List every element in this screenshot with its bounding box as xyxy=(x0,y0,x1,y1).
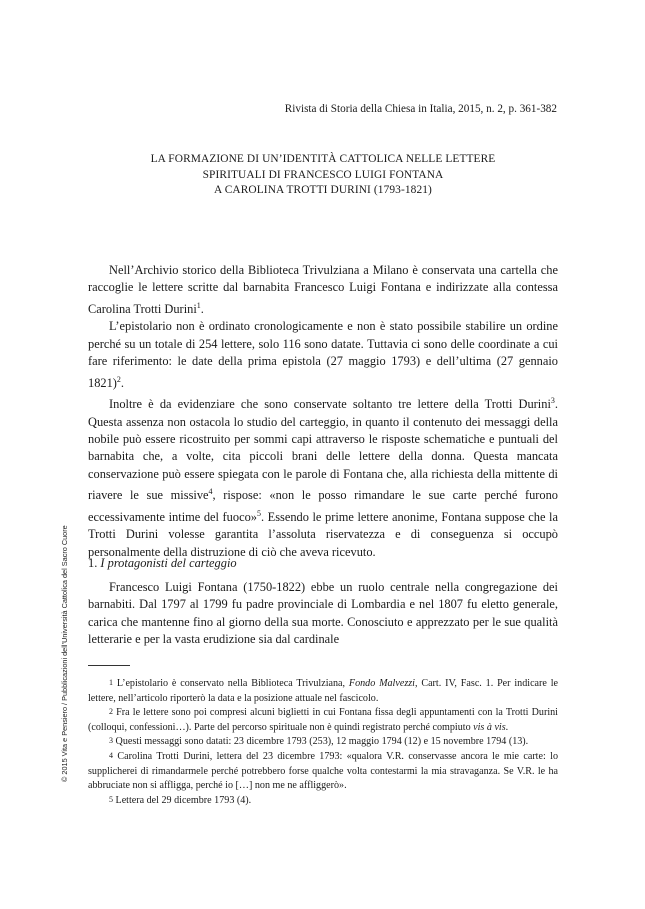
paragraph: Francesco Luigi Fontana (1750-1822) ebbe un ruolo centrale nella congregazione dei barnabiti. Dal 1797 al 1799 fu padre provinciale di Lombardia e nel 1807 fu eletto generale, carica che mantenne fino al giorno della sua morte. Conosciuto e apprezzato per le sue qualità letterarie e per la vasta erudizione sia dal cardinale xyxy=(88,580,558,647)
section-body xyxy=(88,579,558,649)
footnotes xyxy=(88,677,558,808)
footnote-text: Lettera del 29 dicembre 1793 (4). xyxy=(115,794,252,806)
title-line: A CAROLINA TROTTI DURINI (1793-1821) xyxy=(214,184,432,196)
paragraph-text: Inoltre è da evidenziare che sono conservate soltanto tre lettere della Trotti Durini xyxy=(109,397,551,412)
footnote-text: Fra le lettere sono poi compresi alcuni biglietti in cui Fontana fissa degli appuntamenti con la Trotti Durini (colloqui, confessioni…). Parte del percorso spirituale non è quindi registrato perché compiuto xyxy=(88,707,558,733)
footnote-italic: vis à vis xyxy=(473,721,506,733)
footnote-text: , Cart. IV, Fasc. 1. Per indicare le lettere, nell’articolo riporterò la data e la posizione attuale nel fascicolo. xyxy=(88,678,558,704)
footnote xyxy=(88,735,558,750)
footnote-ref[interactable]: 5 xyxy=(256,508,261,518)
paragraph-text: . Questa assenza non ostacola lo studio del carteggio, in quanto il contenuto dei messaggi della nobile può essere ricostruito per sommi capi attraverso le risposte schematiche e puntuali del barnabita che, a volte, cita piccoli brani delle lettere della donna. Questa mancata conservazione può essere spiegata con le parole di Fontana che, alla richiesta della mittente di riavere le sue missive xyxy=(88,397,558,503)
footnote-italic: Fondo Malvezzi xyxy=(348,678,415,689)
paragraph-text: L’epistolario non è ordinato cronologicamente e non è stato possibile stabilire un ordine perché su un totale di 254 lettere, solo 116 sono datate. Tuttavia ci sono delle coordinate a cui fare riferimento: le date della prima epistola (27 maggio 1793) e dell’ultima (27 gennaio 1821) xyxy=(88,319,558,390)
section-title: I protagonisti del carteggio xyxy=(100,556,237,570)
paragraph xyxy=(88,318,558,392)
paragraph xyxy=(88,262,558,318)
footnote xyxy=(88,706,558,735)
footnote xyxy=(88,750,558,794)
footnote-ref[interactable]: 4 xyxy=(208,487,213,497)
title-line: LA FORMAZIONE DI UN’IDENTITÀ CATTOLICA NELLE LETTERE xyxy=(150,153,496,165)
footnote xyxy=(88,677,558,706)
paragraph-text: Nell’Archivio storico della Biblioteca Trivulziana a Milano è conservata una cartella che raccoglie le lettere scritte dal barnabita Francesco Luigi Fontana e indirizzate alla contessa Carolina Trotti Durini xyxy=(88,263,558,316)
intro-body xyxy=(88,262,558,561)
paragraph xyxy=(88,392,558,561)
footnote-separator xyxy=(88,665,130,666)
footnote-number: 4 xyxy=(109,750,113,760)
paragraph-text: . xyxy=(200,301,204,316)
footnote-text: L’epistolario è conservato nella Biblioteca Trivulziana, xyxy=(116,678,349,689)
footnote xyxy=(88,794,558,809)
paragraph-text: . Essendo le prime lettere anonime, Fontana suppose che la Trotti Durini volesse garantita l’assoluta riservatezza e di conseguenza si occupò personalmente della distruzione di ciò che aveva ricevuto. xyxy=(88,509,558,559)
section-number: 1. xyxy=(88,556,98,570)
footnote-number: 5 xyxy=(109,794,113,804)
footnote-text: Carolina Trotti Durini, lettera del 23 dicembre 1793: «qualora V.R. conservasse ancora le mie carte: lo supplicherei di rimandarmele perché potrebbero forse qualche volta contestarmi la mia stravaganza. Se V.R. le ha abbruciate non si affligga, perché io […] non me ne affliggerò». xyxy=(88,750,558,792)
title-line: SPIRITUALI DI FRANCESCO LUIGI FONTANA xyxy=(202,168,444,181)
article-title xyxy=(88,152,558,199)
section-heading xyxy=(88,556,237,571)
footnote-text: Questi messaggi sono datati: 23 dicembre 1793 (253), 12 maggio 1794 (12) e 15 novembre 1794 (13). xyxy=(115,736,529,748)
footnote-ref[interactable]: 1 xyxy=(196,300,201,310)
footnote-ref[interactable]: 3 xyxy=(550,396,555,406)
footnote-number: 3 xyxy=(109,736,113,746)
side-copyright: © 2015 Vita e Pensiero / Pubblicazioni dell’Università Cattolica del Sacro Cuore xyxy=(60,525,69,782)
journal-reference: Rivista di Storia della Chiesa in Italia, 2015, n. 2, p. 361-382 xyxy=(284,103,557,115)
footnote-number: 1 xyxy=(109,678,113,687)
footnote-text: . xyxy=(505,721,509,733)
paragraph-text: , rispose: «non le posso rimandare le sue carte perché furono eccessivamente intime del fuoco» xyxy=(88,488,558,524)
paragraph-text: . xyxy=(120,375,125,390)
footnote-number: 2 xyxy=(109,707,113,717)
footnote-ref[interactable]: 2 xyxy=(116,374,121,384)
